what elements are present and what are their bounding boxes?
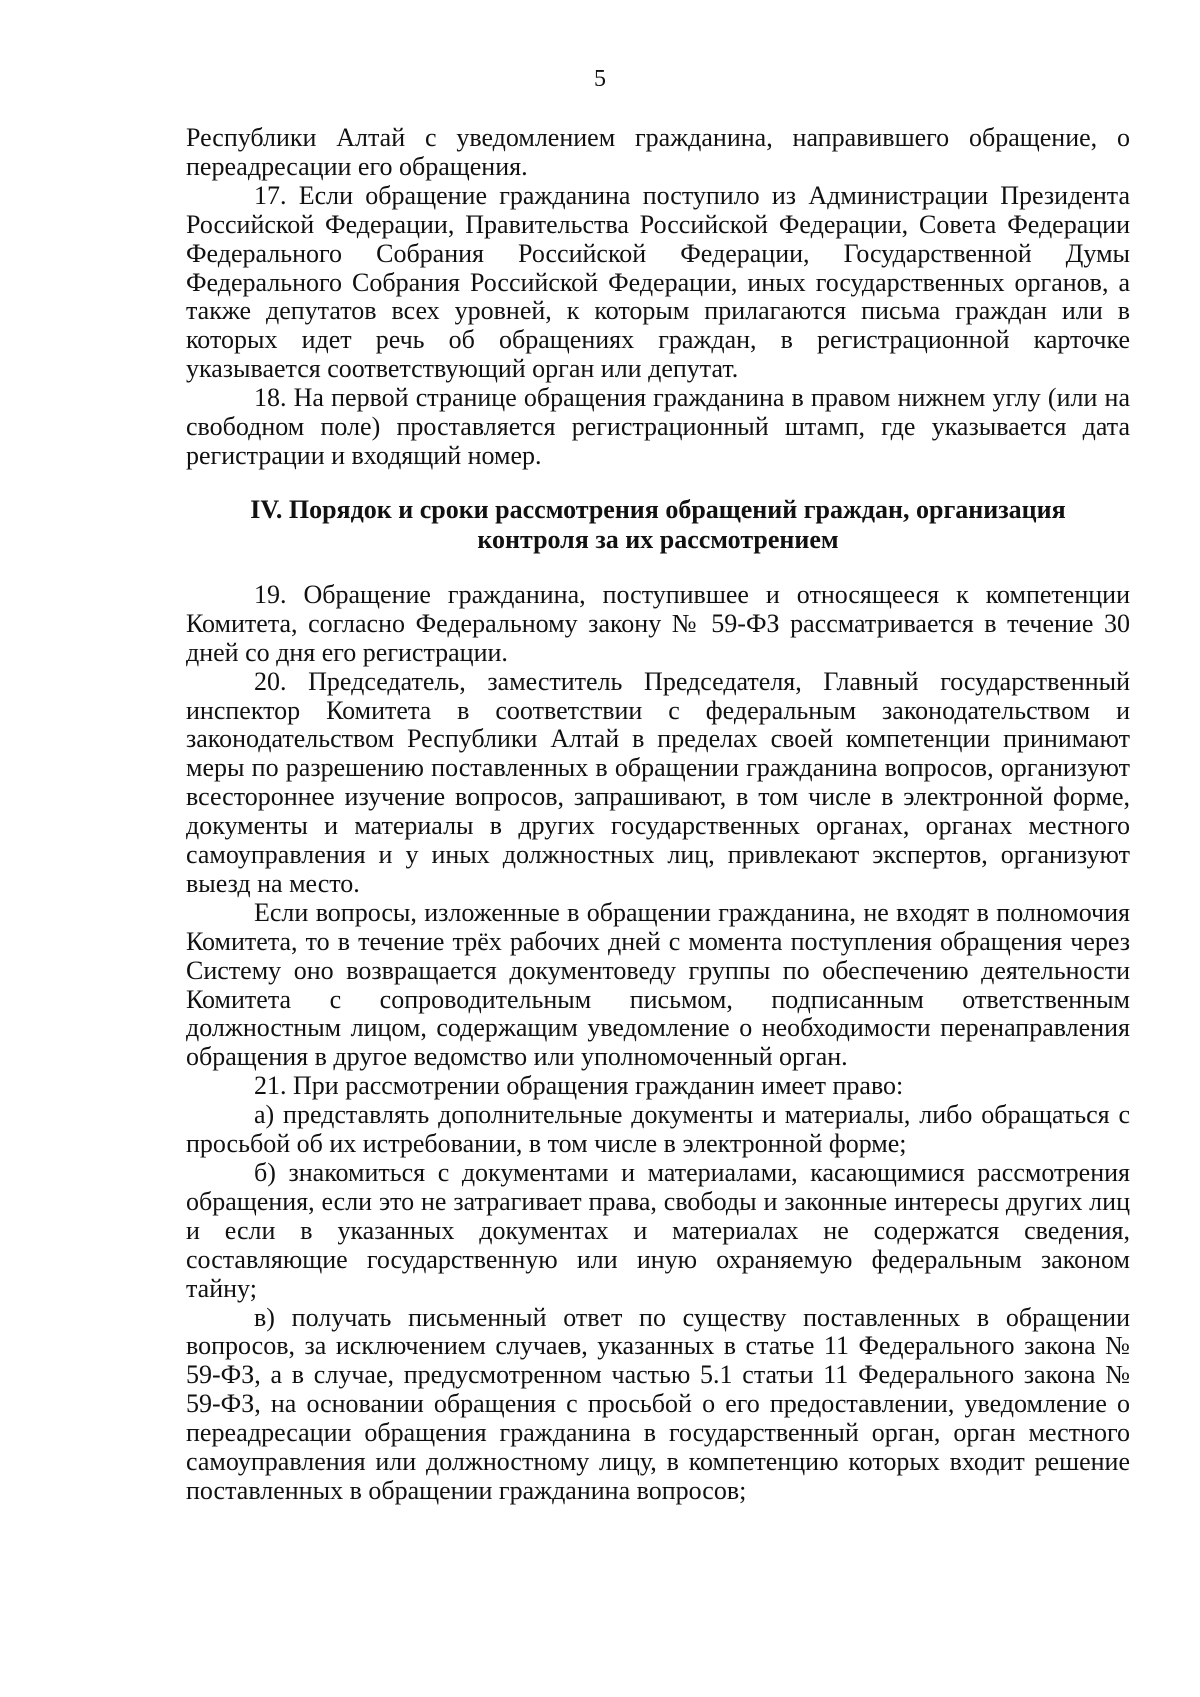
paragraph-21-v: в) получать письменный ответ по существу поставленных в обращении вопросов, за исключением случаев, указанных в статье 11 Федерального закона № 59-ФЗ, а в случае, предусмотренном частью 5.1 статьи 11 Федерального закона № 59-ФЗ, на основании обращения с просьбой о его предоставлении, уведомление о переадресации обращения гражданина в государственный орган, орган местного самоуправления или должностному лицу, в компетенцию которых входит решение поставленных в обращении гражданина вопросов; — [186, 1302, 1130, 1505]
paragraph-21-b: б) знакомиться с документами и материалами, касающимися рассмотрения обращения, если это не затрагивает права, свободы и законные интересы других лиц и если в указанных документах и материалах не содержатся сведения, составляющие государственную или иную охраняемую федеральным законом тайну; — [186, 1158, 1130, 1303]
section-heading — [186, 495, 1130, 555]
paragraph-20-continued: Если вопросы, изложенные в обращении гражданина, не входят в полномочия Комитета, то в течение трёх рабочих дней с момента поступления обращения через Систему оно возвращается документоведу группы по обеспечению деятельности Комитета с сопроводительным письмом, подписанным ответственным должностным лицом, содержащим уведомление о необходимости перенаправления обращения в другое ведомство или уполномоченный орган. — [186, 897, 1130, 1072]
section-heading-line-2: контроля за их рассмотрением — [477, 524, 839, 554]
paragraph-continuation: Республики Алтай с уведомлением гражданина, направившего обращение, о переадресации его обращения. — [186, 123, 1130, 181]
paragraph-19: 19. Обращение гражданина, поступившее и относящееся к компетенции Комитета, согласно Федеральному закону № 59-ФЗ рассматривается в течение 30 дней со дня его регистрации. — [186, 579, 1130, 667]
paragraph-20: 20. Председатель, заместитель Председателя, Главный государственный инспектор Комитета в соответствии с федеральным законодательством и законодательством Республики Алтай в пределах своей компетенции принимают меры по разрешению поставленных в обращении гражданина вопросов, организуют всестороннее изучение вопросов, запрашивают, в том числе в электронной форме, документы и материалы в других государственных органах, органах местного самоуправления и у иных должностных лиц, привлекают экспертов, организуют выезд на место. — [186, 666, 1130, 898]
page-number: 5 — [594, 66, 606, 92]
document-body — [186, 124, 1130, 1506]
paragraph-17: 17. Если обращение гражданина поступило из Администрации Президента Российской Федерации, Правительства Российской Федерации, Совета Федерации Федерального Собрания Российской Федерации, Государственной Думы Федерального Собрания Российской Федерации, иных государственных органов, а также депутатов всех уровней, к которым прилагаются письма граждан или в которых идет речь об обращениях граждан, в регистрационной карточке указывается соответствующий орган или депутат. — [186, 180, 1130, 384]
paragraph-18: 18. На первой странице обращения гражданина в правом нижнем углу (или на свободном поле) проставляется регистрационный штамп, где указывается дата регистрации и входящий номер. — [186, 383, 1130, 470]
section-heading-line-1: IV. Порядок и сроки рассмотрения обращений граждан, организация — [250, 494, 1066, 524]
paragraph-21-a: а) представлять дополнительные документы и материалы, либо обращаться с просьбой об их истребовании, в том числе в электронной форме; — [186, 1100, 1130, 1159]
paragraph-21: 21. При рассмотрении обращения гражданин имеет право: — [254, 1071, 904, 1101]
